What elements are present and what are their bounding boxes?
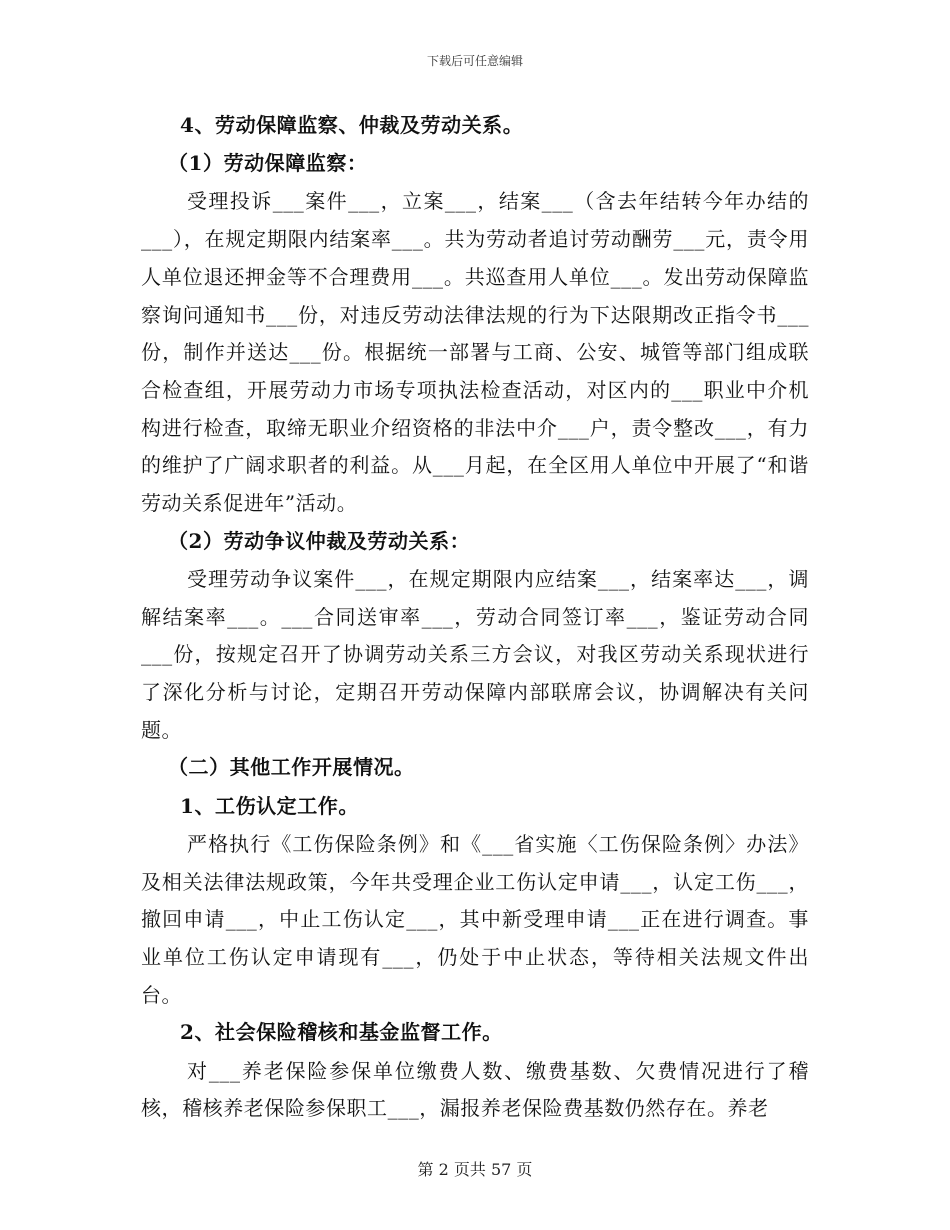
document-body (141, 107, 809, 1128)
section-heading-other-work: （二）其他工作开展情况。 (168, 755, 415, 780)
paragraph-insurance-audit: 对___养老保险参保单位缴费人数、缴费基数、欠费情况进行了稽核，稽核养老保险参保职工___，漏报养老保险费基数仍然存在。养老 (141, 1058, 809, 1121)
page-footer: 第 2 页共 57 页 (417, 1160, 533, 1179)
page-header: 下载后可任意编辑 (426, 54, 523, 68)
subheading-labor-inspection: （1）劳动保障监察： (168, 151, 368, 176)
section-heading-labor-supervision: 4、劳动保障监察、仲裁及劳动关系。 (180, 113, 524, 137)
paragraph-injury-recognition: 严格执行《工伤保险条例》和《___省实施〈工伤保险条例〉办法》及相关法律法规政策，今年共受理企业工伤认定申请___，认定工伤___，撤回申请___，中止工伤认定___，其中新受理申请___正在进行调查。事业单位工伤认定申请现有___，仍处于中止状态，等待相关法规文件出台。 (141, 831, 809, 1007)
paragraph-arbitration: 受理劳动争议案件___，在规定期限内应结案___，结案率达___，调解结案率___。___合同送审率___，劳动合同签订率___，鉴证劳动合同___份，按规定召开了协调劳动关系三方会议，对我区劳动关系现状进行了深化分析与讨论，定期召开劳动保障内部联席会议，协调解决有关问题。 (141, 566, 809, 742)
subheading-injury-recognition: 1、工伤认定工作。 (180, 793, 359, 818)
subheading-arbitration: （2）劳动争议仲裁及劳动关系： (168, 528, 471, 553)
subheading-insurance-audit: 2、社会保险稽核和基金监督工作。 (180, 1020, 503, 1045)
paragraph-labor-inspection: 受理投诉___案件___，立案___，结案___（含去年结转今年办结的___），在规定期限内结案率___。共为劳动者追讨劳动酬劳___元，责令用人单位退还押金等不合理费用___。共巡查用人单位___。发出劳动保障监察询问通知书___份，对违反劳动法律法规的行为下达限期改正指令书___份，制作并送达___份。根据统一部署与工商、公安、城管等部门组成联合检查组，开展劳动力市场专项执法检查活动，对区内的___职业中介机构进行检查，取缔无职业介绍资格的非法中介___户，责令整改___，有力的维护了广阔求职者的利益。从___月起，在全区用人单位中开展了“和谐劳动关系促进年”活动。 (141, 189, 809, 516)
